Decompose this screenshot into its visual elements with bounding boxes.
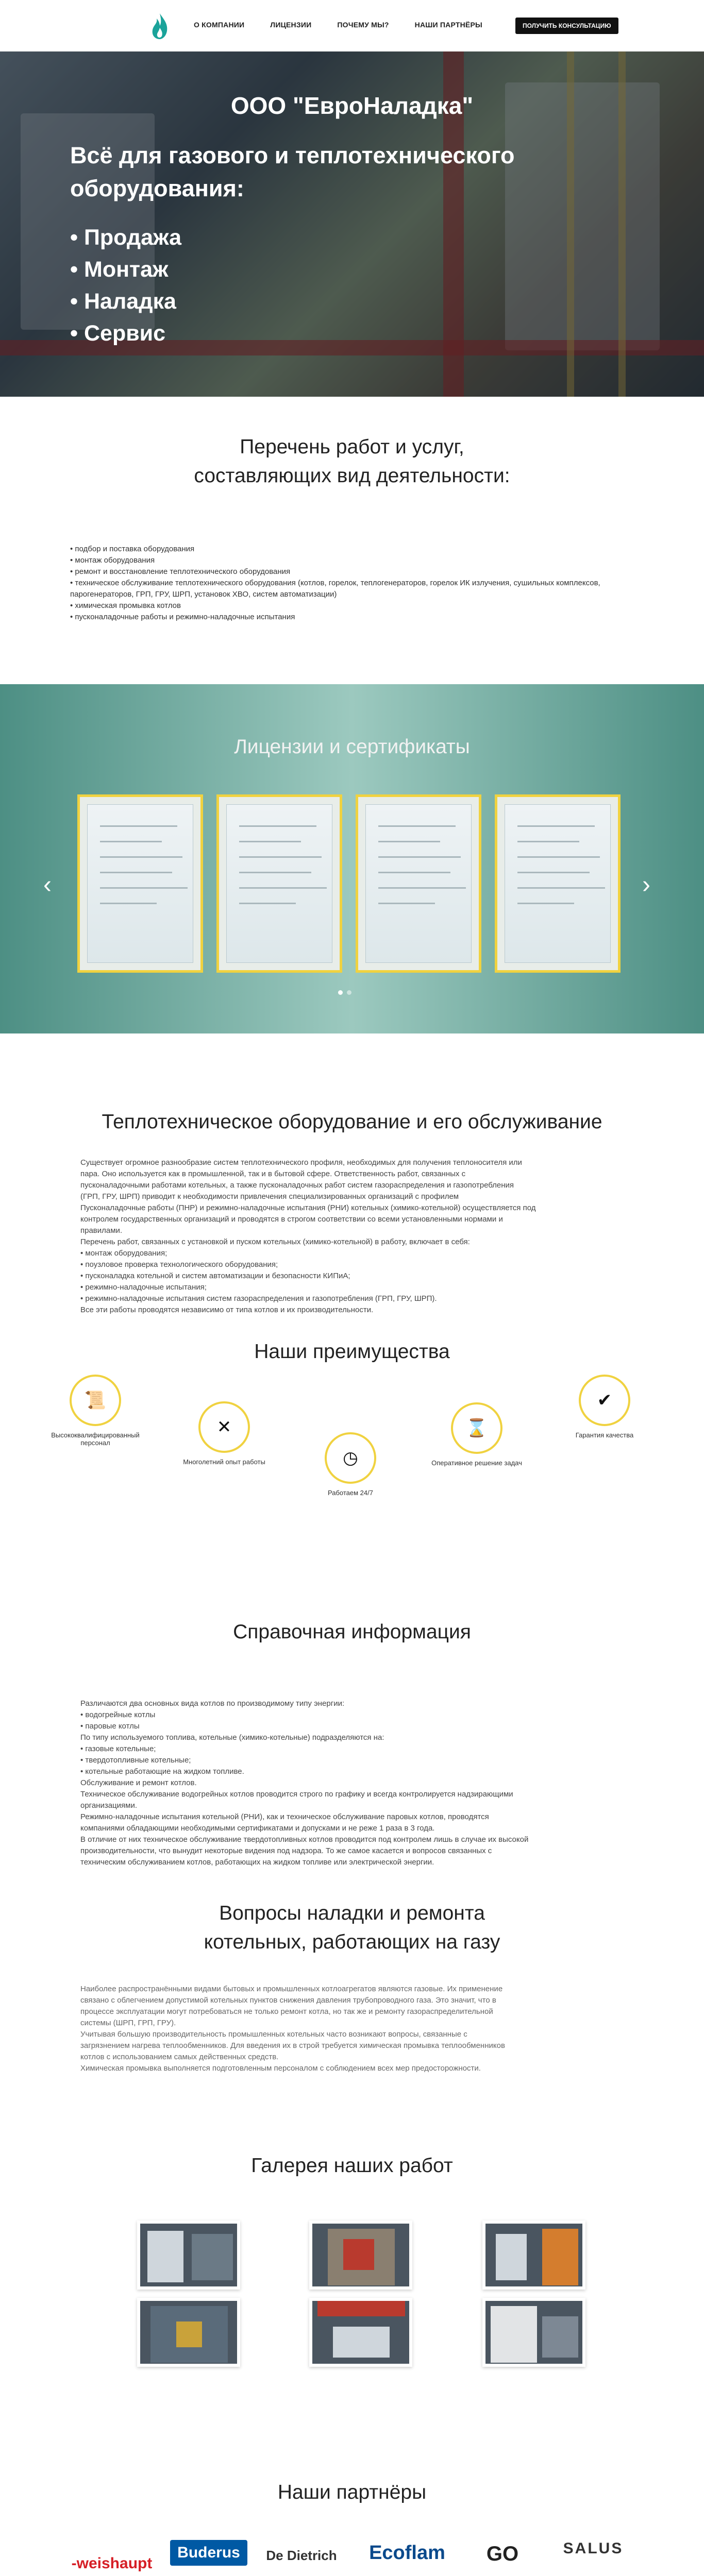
service-item: • монтаж оборудования <box>70 556 155 565</box>
licenses-section <box>0 684 704 1033</box>
text-line: загрязнением нагрева теплообменников. Для введения их в строй требуется химическая промывка теплообменников <box>80 2041 505 2050</box>
text-line: Химическая промывка выполняется подготовленным персоналом с соблюдением всех мер предосторожности. <box>80 2064 481 2073</box>
text-line: контролем государственных организаций и проводятся в строгом соответствии со всеми установленными нормами и <box>80 1215 503 1224</box>
text-line: • поузловое проверка технологического оборудования; <box>80 1260 278 1269</box>
advantage-item <box>428 1402 526 1467</box>
gallery-photo[interactable] <box>137 2221 240 2290</box>
reference-title: Справочная информация <box>233 1621 471 1643</box>
equipment-text <box>80 1157 622 1316</box>
partners-title: Наши партнёры <box>277 2481 427 2503</box>
main-menu <box>194 21 482 29</box>
text-line: • режимно-наладочные испытания; <box>80 1283 207 1292</box>
service-item: • подбор и поставка оборудования <box>70 545 195 553</box>
certificate-icon: 📜 <box>70 1375 121 1426</box>
hourglass-icon: ⌛ <box>451 1402 502 1454</box>
text-line: Перечень работ, связанных с установкой и пуском котельных (химико-котельной) в работу, включает в себя: <box>80 1238 470 1246</box>
advantages-title: Наши преимущества <box>254 1341 450 1363</box>
hero-list-item: • Сервис <box>70 321 166 346</box>
services-list <box>70 544 634 623</box>
text-line: системы (ШРП, ГРП, ГРУ). <box>80 2019 176 2027</box>
advantage-label: Работаем 24/7 <box>328 1489 373 1497</box>
clock-icon: ◷ <box>325 1432 376 1484</box>
advantage-label: Оперативное решение задач <box>431 1459 522 1467</box>
text-line: • водогрейные котлы <box>80 1710 156 1719</box>
text-line: Обслуживание и ремонт котлов. <box>80 1778 197 1787</box>
consultation-button[interactable]: ПОЛУЧИТЬ КОНСУЛЬТАЦИЮ <box>515 18 618 34</box>
certificate-card[interactable] <box>216 794 342 973</box>
advantage-item <box>556 1375 653 1439</box>
text-line: правилами. <box>80 1226 123 1235</box>
partner-logo-weishaupt[interactable]: - weishaupt <box>71 2555 153 2572</box>
text-line: • газовые котельные; <box>80 1744 156 1753</box>
text-line: Все эти работы проводятся независимо от типа котлов и их производительности. <box>80 1306 374 1314</box>
text-line: В отличие от них техническое обслуживание твердотопливных котлов проводится под контролем лишь в случае их высокой <box>80 1835 529 1844</box>
text-line: • твердотопливные котельные; <box>80 1756 191 1765</box>
text-line: Режимно-наладочные испытания котельной (РНИ), как и техническое обслуживание паровых котлов, проводятся <box>80 1812 489 1821</box>
gallery-photo[interactable] <box>309 2221 412 2290</box>
partner-logo-de-dietrich[interactable]: De Dietrich <box>266 2547 337 2563</box>
hero-subtitle: Всё для газового и теплотехнического оборудования: <box>70 142 515 201</box>
text-line: Различаются два основных вида котлов по производимому типу энергии: <box>80 1699 345 1708</box>
text-line: • режимно-наладочные испытания систем газораспределения и газопотребления (ГРП, ГРУ, ШРП). <box>80 1294 437 1303</box>
adjustment-text <box>80 1984 622 2074</box>
menu-item-partners[interactable]: НАШИ ПАРТНЁРЫ <box>414 21 482 29</box>
slider-next-icon[interactable]: › <box>642 871 650 899</box>
advantage-label: Высококвалифицированный персонал <box>51 1431 140 1447</box>
advantage-label: Многолетний опыт работы <box>183 1458 265 1466</box>
top-navbar <box>0 0 704 52</box>
licenses-title: Лицензии и сертификаты <box>234 736 470 758</box>
hero-section <box>0 52 704 397</box>
services-title: Перечень работ и услуг, составляющих вид деятельности: <box>194 436 510 487</box>
advantage-item <box>46 1375 144 1447</box>
text-line: Учитывая большую производительность промышленных котельных часто возникают вопросы, связанные с <box>80 2030 467 2039</box>
text-line: пусконаладочными работами котельных, а также пусконаладочных работ систем газораспределения и газопотребления <box>80 1181 514 1190</box>
service-item: • ремонт и восстановление теплотехнического оборудования <box>70 567 291 576</box>
text-line: пара. Оно используется как в промышленной, так и в бытовой сфере. Ответственность работ, связанных с <box>80 1170 466 1178</box>
partner-logo-go[interactable]: GO <box>486 2542 519 2565</box>
service-item: • техническое обслуживание теплотехнического оборудования (котлов, горелок, теплогенераторов, горелок ИК излучения, сушильных комплексов, парогенераторов, ГРП, ГРУ, ШРП, установок ХВО, систем автоматизации) <box>70 579 600 599</box>
hero-list-item: • Наладка <box>70 289 176 314</box>
gallery-photo[interactable] <box>482 2298 585 2367</box>
flame-logo-icon[interactable] <box>149 12 170 40</box>
text-line: Существует огромное разнообразие систем теплотехнического профиля, необходимых для получения теплоносителя или <box>80 1158 522 1167</box>
advantage-item <box>175 1401 273 1466</box>
menu-item-why-us[interactable]: ПОЧЕМУ МЫ? <box>337 21 389 29</box>
menu-item-licenses[interactable]: ЛИЦЕНЗИИ <box>270 21 312 29</box>
text-line: По типу используемого топлива, котельные (химико-котельные) подразделяются на: <box>80 1733 384 1742</box>
certificate-card[interactable] <box>77 794 203 973</box>
partner-logo-ecoflam[interactable]: Ecoflam <box>369 2541 445 2564</box>
text-line: организациями. <box>80 1801 138 1810</box>
hero-list-item: • Монтаж <box>70 257 169 282</box>
gallery-photo[interactable] <box>137 2298 240 2367</box>
gallery-photo[interactable] <box>482 2221 585 2290</box>
hero-list <box>70 222 181 349</box>
certificate-card[interactable] <box>495 794 621 973</box>
partner-logo-salus[interactable]: SALUS <box>563 2540 624 2557</box>
text-line: производительности, что вынудит некоторые видения под надзора. То же самое касается и вопросов связанных с <box>80 1846 492 1855</box>
text-line: процессе эксплуатации могут потребоваться не только ремонт котла, но так же и ремонту газораспределительной <box>80 2007 493 2016</box>
text-line: (ГРП, ГРУ, ШРП) приводит к необходимости привлечения специализированных организаций с профилем <box>80 1192 459 1201</box>
text-line: связано с облегчением допустимой котельных пунктов снижения давления трубопроводного газа. Это значит, что в <box>80 1996 496 2005</box>
text-line: техническим обслуживанием котлов, работающих на жидком топливе или электрической энергии. <box>80 1858 434 1867</box>
checkmark-icon: ✔ <box>579 1375 630 1426</box>
text-line: • котельные работающие на жидком топливе. <box>80 1767 244 1776</box>
company-title: ООО "ЕвроНаладка" <box>230 92 474 119</box>
slider-dot[interactable] <box>347 990 351 995</box>
tools-icon: ✕ <box>198 1401 250 1453</box>
certificate-card[interactable] <box>356 794 481 973</box>
adjustment-title: Вопросы наладки и ремонта котельных, работающих на газу <box>204 1902 500 1953</box>
gallery-title: Галерея наших работ <box>251 2155 453 2177</box>
partner-logo-buderus[interactable]: Buderus <box>170 2540 247 2566</box>
service-item: • химическая промывка котлов <box>70 601 181 610</box>
reference-text <box>80 1698 622 1868</box>
advantage-item <box>301 1432 399 1497</box>
service-item: • пусконаладочные работы и режимно-наладочные испытания <box>70 613 295 621</box>
text-line: Пусконаладочные работы (ПНР) и режимно-наладочные испытания (РНИ) котельных (химико-котельной) осуществляется под <box>80 1204 536 1212</box>
gallery-photo[interactable] <box>309 2298 412 2367</box>
slider-dot[interactable] <box>338 990 343 995</box>
advantage-label: Гарантия качества <box>575 1431 634 1439</box>
text-line: • монтаж оборудования; <box>80 1249 167 1258</box>
text-line: компаниями обладающими необходимыми сертификатами и допусками и не реже 1 раза в 3 года. <box>80 1824 435 1833</box>
menu-item-about[interactable]: О КОМПАНИИ <box>194 21 245 29</box>
hero-list-item: • Продажа <box>70 225 182 250</box>
slider-dots <box>338 990 351 995</box>
text-line: Наиболее распространёнными видами бытовых и промышленных котлоагрегатов являются газовые. Их применение <box>80 1985 503 1993</box>
text-line: • пусконаладка котельной и систем автоматизации и безопасности КИПиА; <box>80 1272 350 1280</box>
text-line: • паровые котлы <box>80 1722 140 1731</box>
text-line: Техническое обслуживание водогрейных котлов проводится строго по графику и всегда контролируется надзирающими <box>80 1790 513 1799</box>
equipment-title: Теплотехническое оборудование и его обслуживание <box>102 1111 602 1133</box>
text-line: котлов с использованием самых действенных средств. <box>80 2053 279 2061</box>
slider-prev-icon[interactable]: ‹ <box>43 871 52 899</box>
